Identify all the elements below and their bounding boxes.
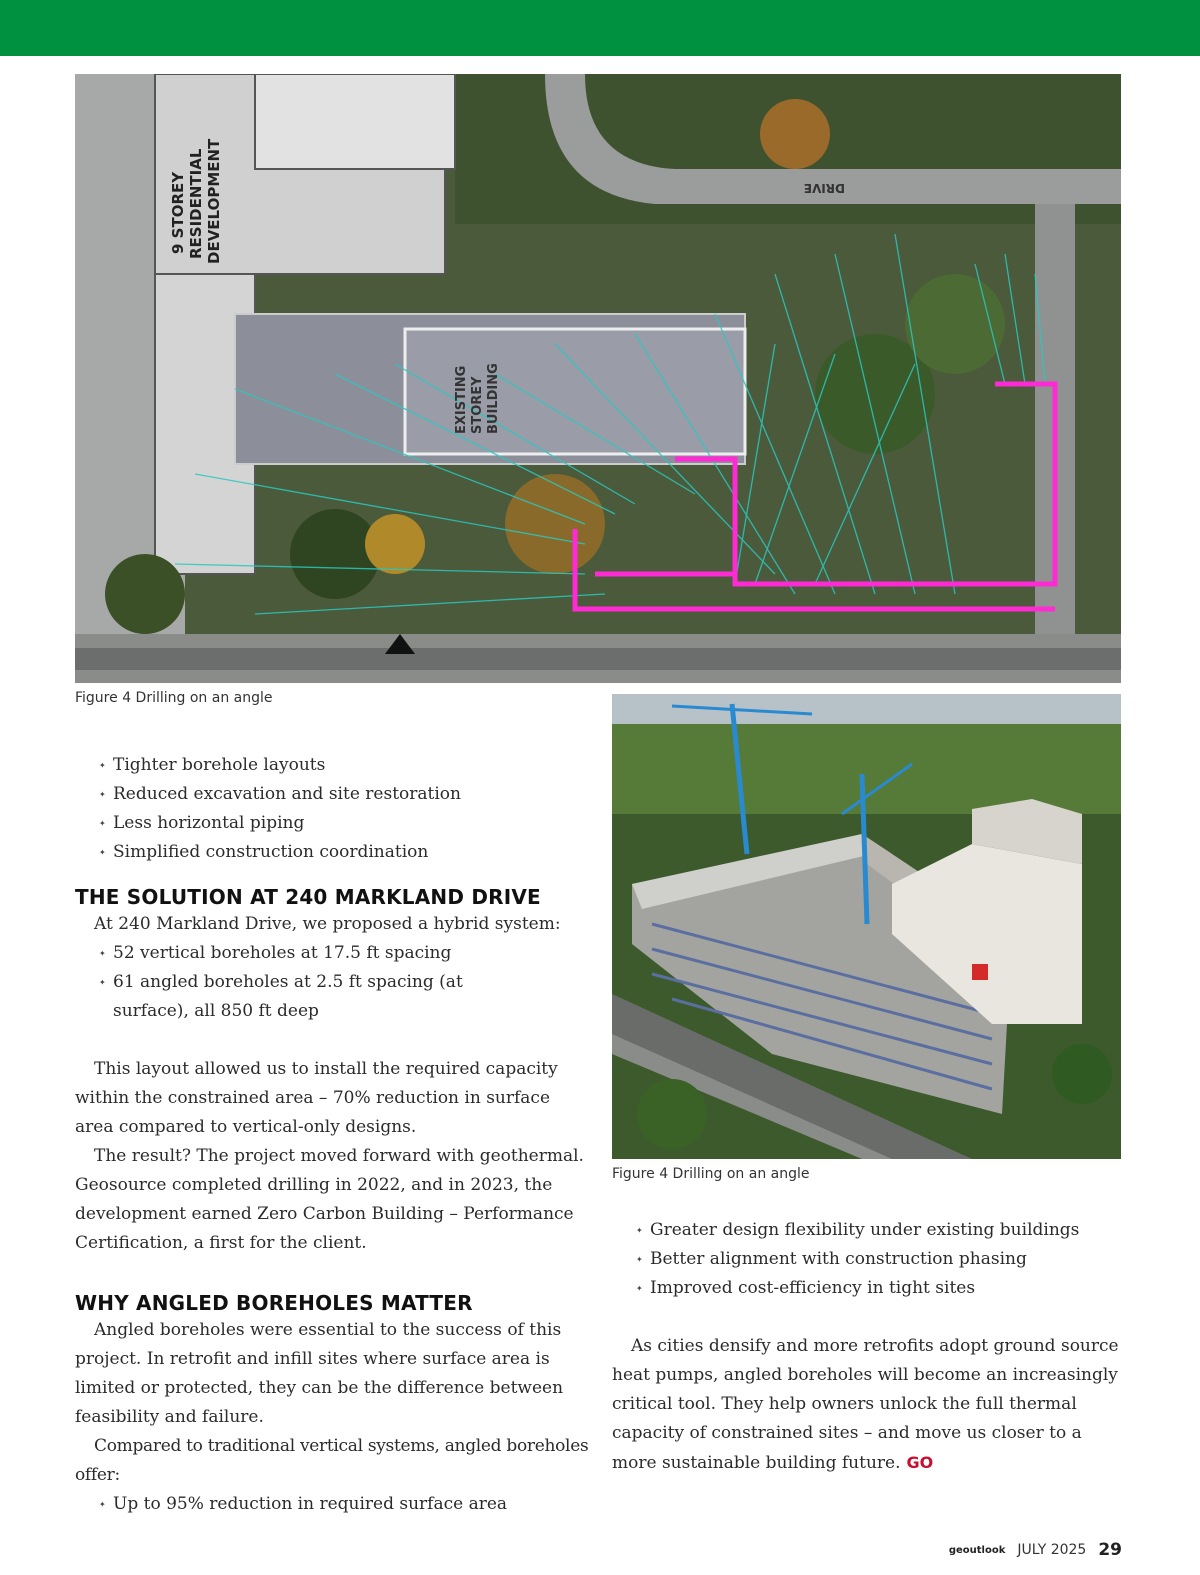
go-end-mark: GO [906, 1453, 934, 1472]
construction-photo-figure [612, 694, 1121, 1159]
right-column [612, 1216, 1122, 1478]
map-label-existing-2: STOREY [470, 376, 485, 434]
map-label-existing-1: EXISTING [454, 365, 469, 434]
map-label-drive: DRIVE [803, 181, 845, 195]
closing-paragraph [612, 1332, 1122, 1478]
header-color-bar [0, 0, 1200, 56]
map-label-existing-3: BUILDING [486, 363, 501, 434]
geoutlook-logo: geoutlook [948, 1544, 1006, 1556]
right-bullet-list [612, 1216, 1122, 1303]
list-item: ✦ Improved cost-efficiency in tight sites [636, 1274, 1122, 1303]
section-heading-why: WHY ANGLED BOREHOLES MATTER [75, 1291, 473, 1315]
list-item: ✦ 52 vertical boreholes at 17.5 ft spacing [99, 939, 590, 968]
solution-bullet-list [75, 939, 590, 1026]
map-label-development-3: DEVELOPMENT [205, 138, 223, 264]
list-item: ✦ 61 angled boreholes at 2.5 ft spacing (at surface), all 850 ft deep [99, 968, 590, 1026]
solution-paragraph-2: The result? The project moved forward with geothermal. Geosource completed drilling in 2022, and in 2023, the development earned Zero Carbon Building – Performance Certification, a first for the client. [75, 1146, 584, 1253]
construction-photo-image [612, 694, 1121, 1159]
list-item: ✦ Up to 95% reduction in required surface area [99, 1490, 590, 1519]
list-item: ✦ Simplified construction coordination [99, 838, 590, 867]
list-item: ✦ Greater design flexibility under existing buildings [636, 1216, 1122, 1245]
section-heading-solution: THE SOLUTION AT 240 MARKLAND DRIVE [75, 885, 541, 909]
map-label-development-1: 9 STOREY [169, 171, 187, 254]
why-paragraph-2: Compared to traditional vertical systems, angled boreholes offer: [75, 1436, 589, 1485]
page-number: 29 [1098, 1540, 1122, 1560]
site-plan-image [75, 74, 1121, 683]
figure-caption-photo: Figure 4 Drilling on an angle [612, 1166, 810, 1182]
page-footer [949, 1540, 1122, 1560]
solution-lead: At 240 Markland Drive, we proposed a hybrid system: [94, 914, 561, 934]
solution-paragraph-1: This layout allowed us to install the required capacity within the constrained area – 70% reduction in surface area compared to vertical-only designs. [75, 1059, 558, 1137]
list-item: ✦ Less horizontal piping [99, 809, 590, 838]
issue-date: JULY 2025 [1017, 1542, 1087, 1558]
why-bullet-list [75, 1490, 590, 1519]
list-item: ✦ Better alignment with construction phasing [636, 1245, 1122, 1274]
list-item: ✦ Reduced excavation and site restoration [99, 780, 590, 809]
figure-caption-top: Figure 4 Drilling on an angle [75, 690, 273, 706]
closing-text: As cities densify and more retrofits adopt ground source heat pumps, angled boreholes will become an increasingly critical tool. They help owners unlock the full thermal capacity of constrained sites – and move us closer to a more sustainable building future. [612, 1336, 1119, 1473]
intro-bullet-list [75, 751, 590, 867]
list-item: ✦ Tighter borehole layouts [99, 751, 590, 780]
why-paragraph-1: Angled boreholes were essential to the success of this project. In retrofit and infill sites where surface area is limited or protected, they can be the difference between feasibility and failure. [75, 1320, 564, 1427]
site-plan-figure [75, 74, 1121, 683]
map-label-development-2: RESIDENTIAL [187, 148, 205, 259]
left-column [75, 751, 590, 1519]
